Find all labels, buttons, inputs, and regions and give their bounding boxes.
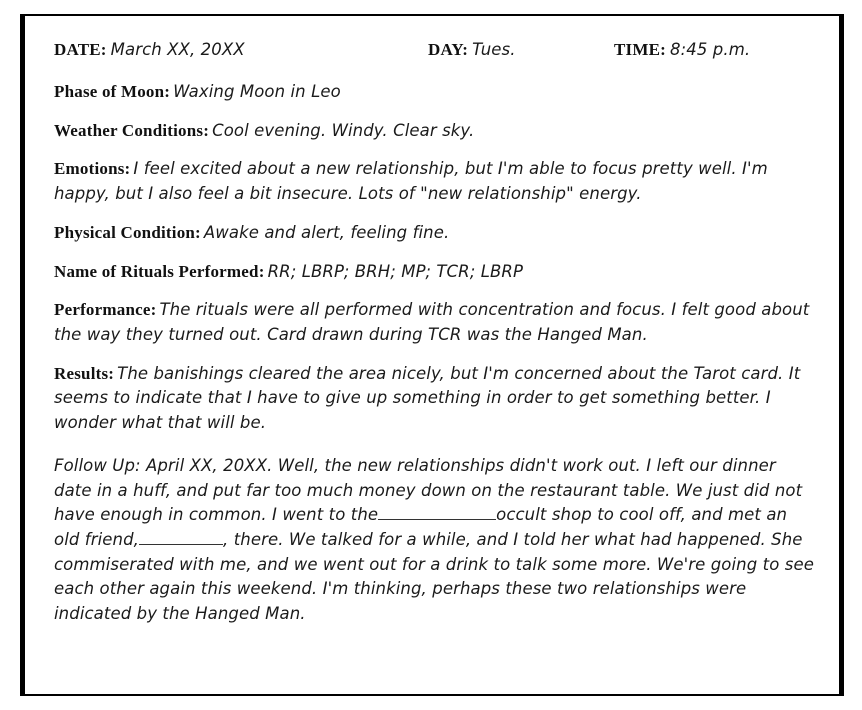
entry-results	[54, 362, 814, 436]
redacted-blank-1	[378, 519, 496, 520]
entry-label: Results:	[54, 363, 115, 383]
entry-phase-of-moon	[54, 80, 814, 105]
entry-physical-condition	[54, 221, 814, 246]
follow-up-text-part-1: Follow Up: April XX, 20XX. Well, the new relationships didn't work out. I left our dinner date in a huff, and put far too much money down on the restaurant table. We just did not have enough in common. I went to the	[54, 455, 803, 525]
entry-value: I feel excited about a new relationship, but I'm able to focus pretty well. I'm happy, but I also feel a bit insecure. Lots of "new relationship" energy.	[54, 159, 768, 204]
header-row	[54, 40, 814, 74]
entry-value: The banishings cleared the area nicely, but I'm concerned about the Tarot card. It seems to indicate that I have to give up something in order to get something better. I wonder what that will be.	[54, 363, 801, 433]
entry-label: Physical Condition:	[54, 222, 201, 242]
entry-value: Waxing Moon in Leo	[173, 82, 341, 101]
entry-label: Performance:	[54, 300, 157, 320]
day-value: Tues.	[472, 40, 516, 59]
entry-value: RR; LBRP; BRH; MP; TCR; LBRP	[267, 261, 524, 281]
redacted-blank-2	[139, 544, 223, 545]
journal-content	[54, 40, 814, 627]
entry-performance	[54, 298, 814, 347]
entry-label: Emotions:	[54, 159, 131, 179]
date-value: March XX, 20XX	[110, 40, 245, 59]
follow-up-note	[54, 454, 814, 627]
entry-label: Phase of Moon:	[54, 82, 171, 101]
page-border-bottom	[20, 694, 844, 696]
time-label: TIME:	[614, 40, 666, 59]
follow-up-text-part-3: , there. We talked for a while, and I told her what had happened. She commiserated with me, and we went out for a drink to talk some more. We're going to see each other again this weekend. I'm thinking, perhaps these two relationships were indicated by the Hanged Man.	[54, 529, 814, 623]
day-field	[428, 40, 516, 60]
entry-value: Awake and alert, feeling fine.	[203, 222, 450, 242]
date-field	[54, 40, 245, 60]
entry-label: Name of Rituals Performed:	[54, 261, 265, 281]
entry-value: The rituals were all performed with concentration and focus. I felt good about the way they turned out. Card drawn during TCR was the Hanged Man.	[54, 300, 810, 345]
entry-emotions	[54, 157, 814, 206]
day-label: DAY:	[428, 40, 469, 59]
page-border-top	[20, 14, 844, 16]
entry-value: Cool evening. Windy. Clear sky.	[212, 120, 475, 140]
time-field	[614, 40, 750, 60]
follow-up-text-part-2: occult shop to cool off, and met an old friend,	[54, 505, 788, 549]
entry-weather-conditions	[54, 119, 814, 144]
time-value: 8:45 p.m.	[670, 40, 751, 59]
entry-name-of-rituals-performed	[54, 260, 814, 285]
entry-label: Weather Conditions:	[54, 120, 210, 140]
date-label: DATE:	[54, 40, 107, 59]
